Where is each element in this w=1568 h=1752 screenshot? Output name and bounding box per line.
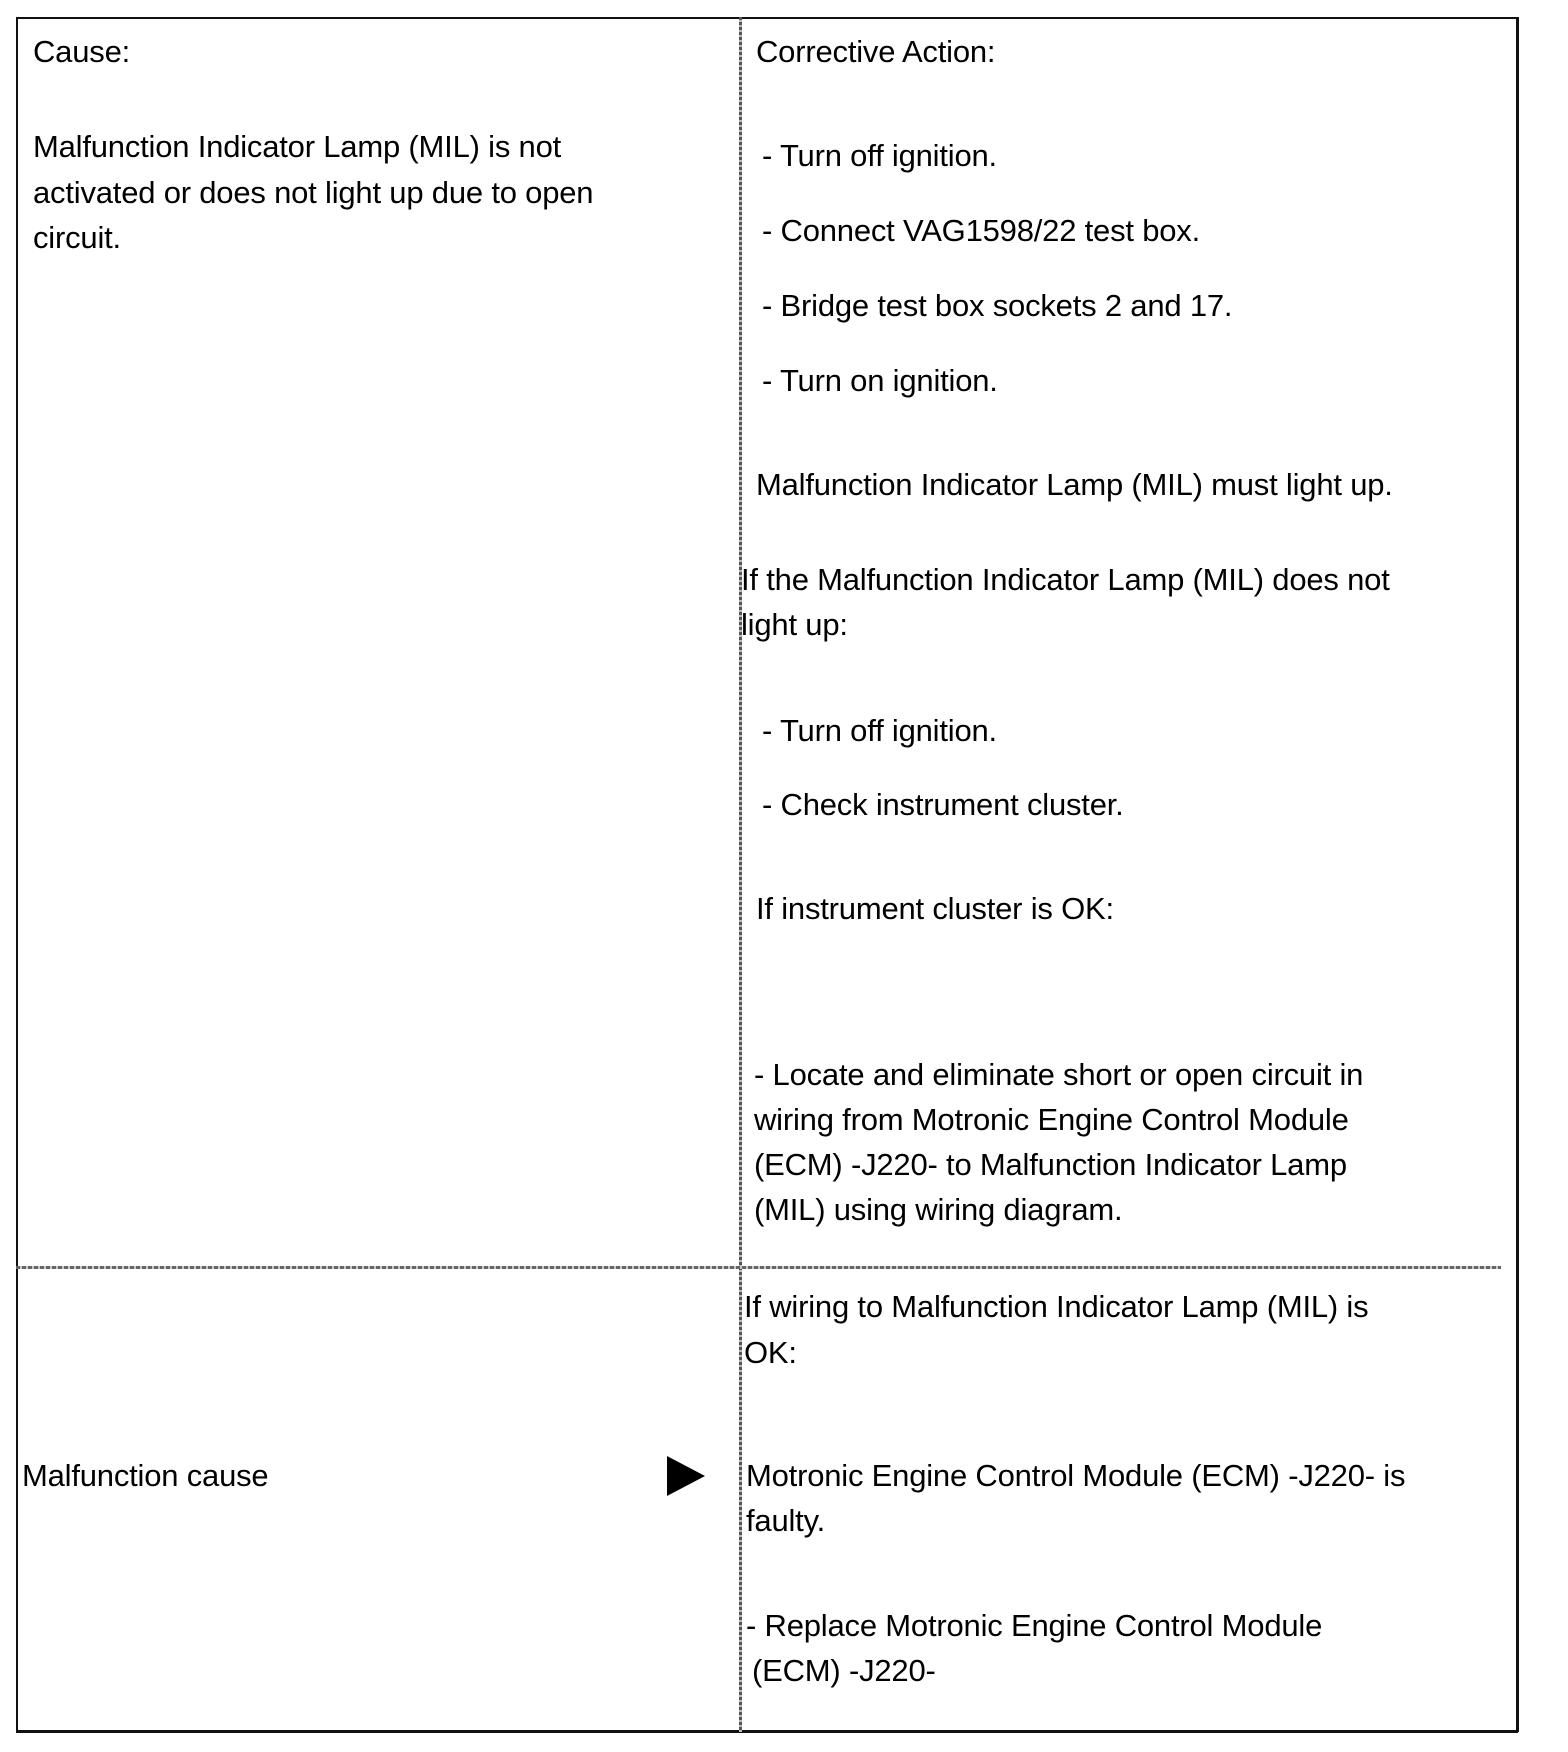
column-divider [739,17,742,1732]
row-divider [16,1266,1501,1269]
condition-text-line: light up: [741,607,848,642]
table-border-right [1516,17,1519,1732]
condition-text-line: OK: [744,1335,797,1370]
table-border-bottom [16,1730,1518,1733]
cause-text-line: activated or does not light up due to open [33,175,594,210]
cause-text-line: circuit. [33,220,121,255]
locate-text-line: wiring from Motronic Engine Control Module [754,1102,1349,1137]
table-border-left [16,17,18,1732]
action-step: - Turn off ignition. [762,138,997,173]
action-step: - Bridge test box sockets 2 and 17. [762,288,1233,323]
locate-text-line: - Locate and eliminate short or open circuit in [754,1057,1364,1092]
action-step: - Connect VAG1598/22 test box. [762,213,1201,248]
cause-heading: Cause: [33,34,131,69]
expected-result-text: Malfunction Indicator Lamp (MIL) must light up. [756,467,1393,502]
replace-text-line: - Replace Motronic Engine Control Module [746,1608,1323,1643]
replace-text-line: (ECM) -J220- [752,1653,936,1688]
condition-text-line: If the Malfunction Indicator Lamp (MIL) does not [741,562,1390,597]
condition-text: If instrument cluster is OK: [756,891,1114,926]
cause-text-line: Malfunction Indicator Lamp (MIL) is not [33,129,562,164]
action-step: - Turn off ignition. [762,713,997,748]
table-border-top [16,17,1518,19]
locate-text-line: (ECM) -J220- to Malfunction Indicator Lamp [754,1147,1347,1182]
malfunction-cause-label: Malfunction cause [22,1458,269,1493]
condition-text-line: If wiring to Malfunction Indicator Lamp (MIL) is [744,1289,1369,1324]
corrective-action-heading: Corrective Action: [756,34,996,69]
action-step: - Check instrument cluster. [762,787,1124,822]
diagnosis-text-line: faulty. [746,1503,826,1538]
locate-text-line: (MIL) using wiring diagram. [754,1192,1123,1227]
action-step: - Turn on ignition. [762,363,998,398]
diagnosis-text-line: Motronic Engine Control Module (ECM) -J220- is [746,1458,1406,1493]
right-triangle-arrow-icon [667,1456,705,1496]
